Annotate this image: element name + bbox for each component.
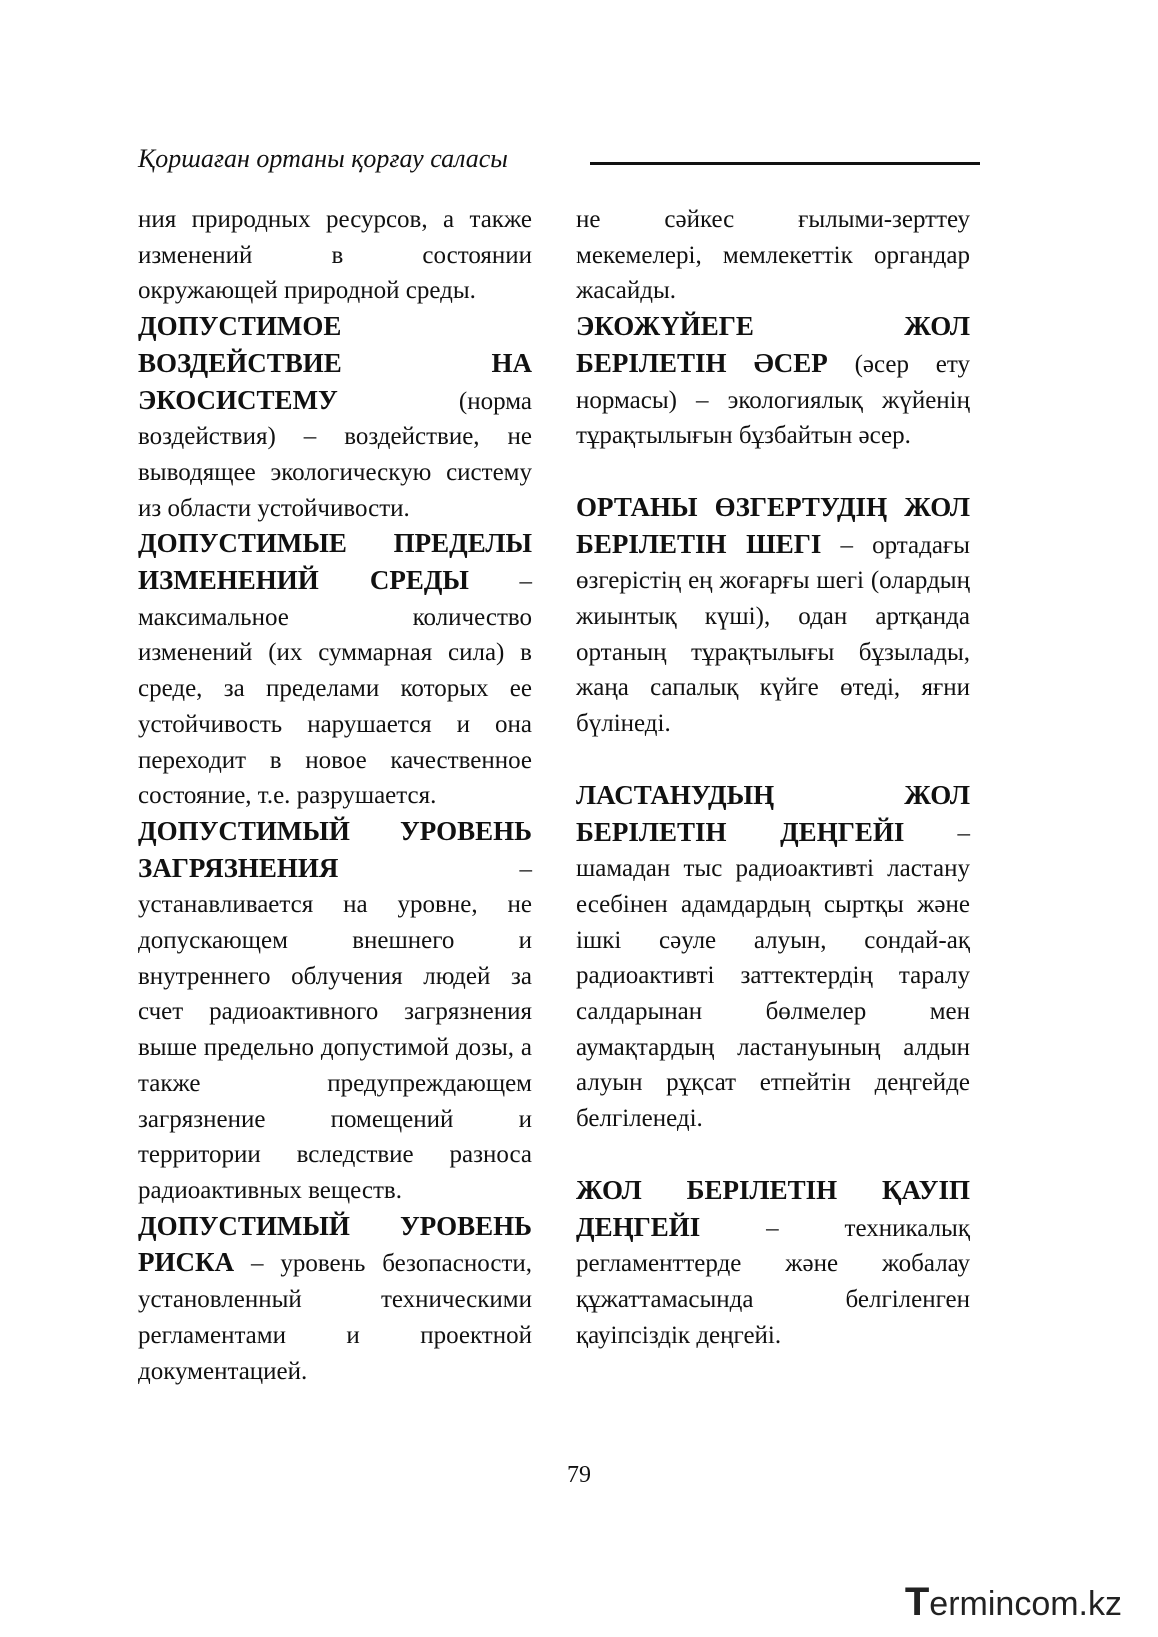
entry-text: – ортадағы өзгерістің ең жоғарғы шегі (олардың жиынтық күші), одан артқанда ортаның тұрақтылығы бұзылады, жаңа сапалық күйге өтеді, яғни бүлінеді.: [576, 531, 970, 738]
entry-term: ДОПУСТИМОЕ ВОЗДЕЙСТВИЕ НА ЭКОСИСТЕМУ: [138, 311, 532, 415]
entry-permissible-impact-ecosystem: [138, 309, 532, 526]
entry-text: ния природных ресурсов, а также изменений в состоянии окружающей природной среды.: [138, 206, 532, 305]
left-column: [138, 202, 532, 1389]
entry-environment-change-limit-kz: [576, 490, 970, 742]
entry-risk-level-kz: [576, 1173, 970, 1354]
entry-text: – техникалық регламенттерде және жобалау құжаттамасында белгіленген қауіпсіздік деңгейі.: [576, 1214, 970, 1349]
entry-term: ДОПУСТИМЫЙ УРОВЕНЬ ЗАГРЯЗНЕНИЯ: [138, 815, 532, 883]
entry-term: ЛАСТАНУДЫҢ ЖОЛ БЕРІЛЕТІН ДЕҢГЕЙІ: [576, 779, 970, 847]
entry-permissible-limits-environment: [138, 526, 532, 814]
running-title: Қоршаған ортаны қорғау саласы: [138, 144, 508, 173]
entry-text: – уровень безопасности, установленный техническими регламентами и проектной документацией.: [138, 1250, 532, 1385]
watermark-first-letter: T: [904, 1580, 930, 1624]
entry-term: ОРТАНЫ ӨЗГЕРТУДІҢ ЖОЛ БЕРІЛЕТІН ШЕГІ: [576, 491, 970, 559]
entry-term: ЖОЛ БЕРІЛЕТІН ҚАУІП ДЕҢГЕЙІ: [576, 1174, 970, 1242]
entry-term: ДОПУСТИМЫЕ ПРЕДЕЛЫ ИЗМЕНЕНИЙ СРЕДЫ: [138, 528, 532, 596]
watermark-rest: ermincom.kz: [929, 1585, 1122, 1623]
entry-continuation: [576, 202, 970, 309]
entry-text: – максимальное количество изменений (их суммарная сила) в среде, за пределами которых ее устойчивость нарушается и она переходит в новое качественное состояние, т.е. разрушается.: [138, 568, 532, 810]
header-rule: [590, 162, 980, 165]
entry-text: – шамадан тыс радиоактивті ластану есебінен адамдардың сыртқы және ішкі сәуле алуын, сондай-ақ радиоактивті заттектердің таралу салдарынан бөлмелер мен аумақтардың ластануының алдын алуын рұқсат етпейтін деңгейде белгіленеді.: [576, 819, 970, 1133]
entry-permissible-risk-level: [138, 1209, 532, 1390]
entry-text: не сәйкес ғылыми-зерттеу мекемелері, мемлекеттік органдар жасайды.: [576, 206, 970, 305]
entry-text: (норма воздействия) – воздействие, не выводящее экологическую систему из области устойчивости.: [138, 387, 532, 522]
entry-term: ЭКОЖҮЙЕГЕ ЖОЛ БЕРІЛЕТІН ӘСЕР: [576, 311, 970, 378]
entry-continuation: [138, 202, 532, 309]
entry-term: ДОПУСТИМЫЙ УРОВЕНЬ РИСКА: [138, 1210, 532, 1278]
entry-text: – устанавливается на уровне, не допускающем внешнего и внутреннего облучения людей за счет радиоактивного загрязнения выше предельно допустимой дозы, а также предупреждающем загрязнение помещений и территории вследствие разноса радиоактивных веществ.: [138, 855, 532, 1204]
entry-text: (әсер ету нормасы) – экологиялық жүйенің тұрақтылығын бұзбайтын әсер.: [576, 350, 970, 450]
entry-ecosystem-permissible-impact-kz: [576, 309, 970, 454]
running-header: [138, 140, 980, 180]
page-number: 79: [567, 1462, 591, 1488]
entry-pollution-level-kz: [576, 778, 970, 1137]
site-watermark: [905, 1580, 1122, 1625]
right-column: [576, 202, 970, 1353]
entry-permissible-pollution-level: [138, 814, 532, 1209]
